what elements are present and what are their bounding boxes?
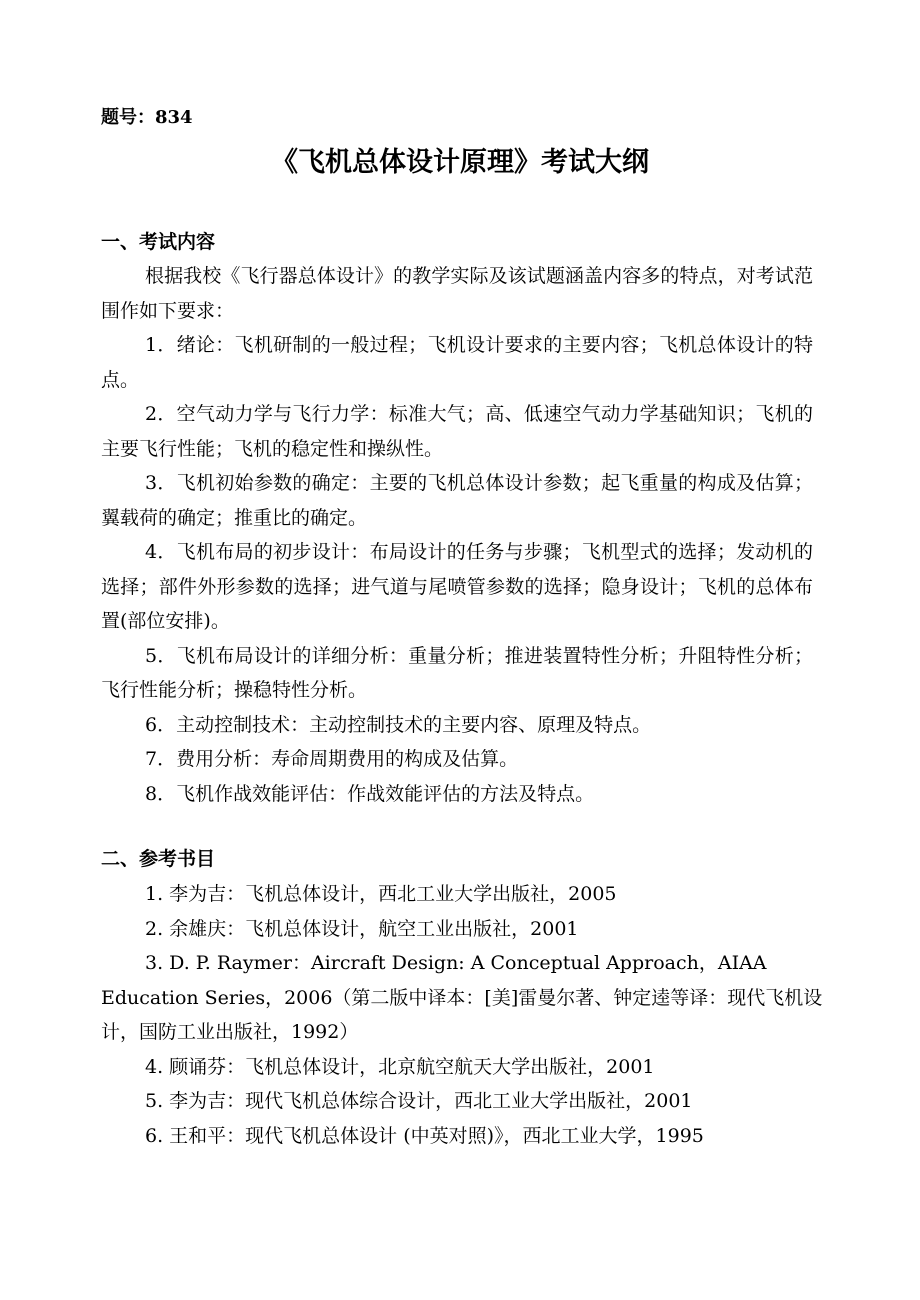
exam-content-item: 7．费用分析：寿命周期费用的构成及估算。 bbox=[145, 748, 519, 770]
exam-content-item: 5．飞机布局设计的详细分析：重量分析；推进装置特性分析；升阻特性分析；飞行性能分析；操稳特性分析。 bbox=[101, 644, 813, 701]
reference-list bbox=[101, 877, 823, 1153]
section-heading-exam-content: 一、考试内容 bbox=[101, 231, 216, 253]
exam-content-intro: 根据我校《飞行器总体设计》的教学实际及该试题涵盖内容多的特点，对考试范围作如下要求： bbox=[101, 265, 813, 322]
section-heading-references: 二、参考书目 bbox=[101, 848, 216, 870]
exam-content-item: 6．主动控制技术：主动控制技术的主要内容、原理及特点。 bbox=[145, 713, 652, 736]
reference-item: 6. 王和平：现代飞机总体设计 (中英对照)》，西北工业大学，1995 bbox=[145, 1124, 704, 1147]
reference-item: 4. 顾诵芬：飞机总体设计，北京航空航天大学出版社，2001 bbox=[145, 1055, 655, 1078]
exam-number: 题号：834 bbox=[101, 107, 193, 128]
exam-content-item: 8．飞机作战效能评估：作战效能评估的方法及特点。 bbox=[145, 782, 595, 805]
exam-content-item: 2．空气动力学与飞行力学：标准大气；高、低速空气动力学基础知识；飞机的主要飞行性能；飞机的稳定性和操纵性。 bbox=[101, 403, 813, 460]
reference-item: 1. 李为吉：飞机总体设计，西北工业大学出版社，2005 bbox=[145, 883, 617, 905]
reference-item: 2. 余雄庆：飞机总体设计，航空工业出版社，2001 bbox=[145, 917, 579, 940]
exam-content-item: 3．飞机初始参数的确定：主要的飞机总体设计参数；起飞重量的构成及估算；翼载荷的确定；推重比的确定。 bbox=[101, 472, 813, 529]
reference-item: 5. 李为吉：现代飞机总体综合设计，西北工业大学出版社，2001 bbox=[145, 1090, 693, 1112]
reference-item: 3. D. P. Raymer：Aircraft Design: A Conceptual Approach，AIAA Education Series，2006（第二版中译本：[美]雷曼尔著、钟定逵等译：现代飞机设计，国防工业出版社，1992） bbox=[101, 952, 823, 1043]
exam-content-item: 1．绪论：飞机研制的一般过程；飞机设计要求的主要内容；飞机总体设计的特点。 bbox=[101, 334, 813, 391]
exam-content-item: 4．飞机布局的初步设计：布局设计的任务与步骤；飞机型式的选择；发动机的选择；部件外形参数的选择；进气道与尾喷管参数的选择；隐身设计；飞机的总体布置(部位安排)。 bbox=[101, 541, 813, 632]
document-title: 《飞机总体设计原理》考试大纲 bbox=[271, 147, 649, 178]
exam-content-body bbox=[101, 259, 813, 811]
